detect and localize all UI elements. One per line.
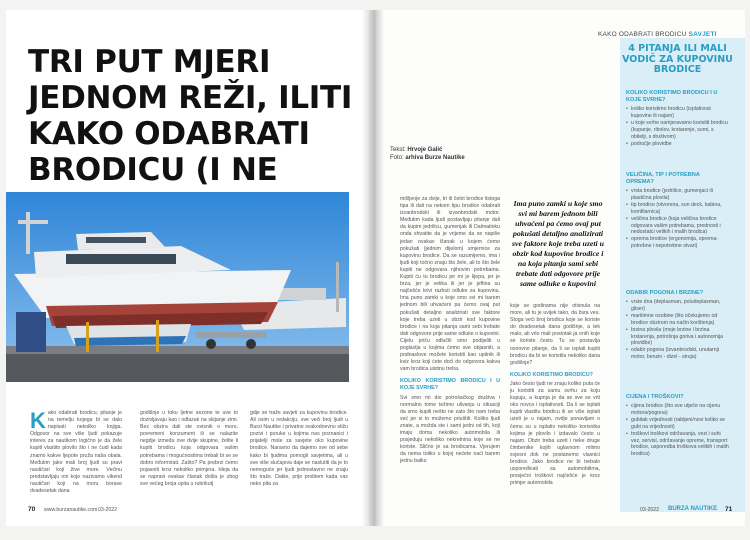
sidebar-question: ODABIR POGONA I BRZINE? [626,290,704,296]
sidebar-list-item: • troškovi troškovi održavanja, vezi i suhi vez, servisi, održavanje opreme, transport brodice, usporedba troškova velikih i malih brodica) [626,431,729,459]
sidebar-list-item: • brzina plovila (moje brzine i brzina krstarenja, potrošnja goriva i autonomija plovidbe) [626,327,729,348]
sidebar-section-2 [626,172,729,250]
sidebar-list-item: • gubitak vrijednosti (rabljeni/novi koliko se gubi na vrijednosti) [626,417,729,431]
boat-photo [6,192,349,382]
sidebar-title: 4 PITANJA ILI MALI VODIČ ZA KUPOVINU BRODICE [622,43,733,75]
boat-photo-illustration [6,192,349,382]
section-accent: SAVJETI [688,31,717,38]
subheading-usage: KOLIKO KORISTIMO BRODICU I U KOJE SVRHE? [400,378,500,392]
sidebar-list [626,106,729,147]
sidebar-list-item: • koliko koristimo brodicu (isplativost kupovine ili najam) [626,106,729,120]
sidebar-list-item: • tip brodice (otvorena, sun deck, kabina, komfilarnica) [626,202,729,216]
sidebar-question: VELIČINA, TIP I POTREBNA OPREMA? [626,172,700,185]
body-column-5 [510,303,600,487]
sidebar-section-1 [626,90,729,147]
body-column-4-para-2: Svi smo mi dio potrošačkog društva i normalno tome težimo ulivanju u situaciji da smo kupili nešto ne zato što nam treba već jer si to možemo priuštiti. Koliko ljudi znate, a možda ste i sami jedni od tih, koji imaju doma nekoliko automobila ili posjeduju nekoliko nekretnina koje se ne koriste. Slično je sa brodicama. Vjerujem da nema toliko u kojoj nećete naći barem jednu balku [400,394,500,465]
sidebar-box [620,38,745,512]
footer-url: www.burzanautike.com [44,507,98,513]
sidebar-list [626,403,729,458]
sidebar-list-item: • maritimne osobine (što očekujemo od brodice obzirom na način korištenja) [626,313,729,327]
sidebar-list-item: • u koje svrhe namjeravamo koristiti brodicu (kupanje, ribolov, krstarenje, sumi, s obitelji, s društvom) [626,120,729,141]
article-headline: TRI PUT MJERI JEDNOM REŽI, ILITI KAKO ODABRATI BRODICU (I NE [28,44,353,188]
footer-brand: BURZA NAUTIKE [668,506,718,512]
article-credits [390,146,465,162]
left-page-number: 70 [28,506,36,513]
footer-issue-left: 03-2022 [98,507,118,513]
footer-issue-right: 03-2022 [640,507,660,513]
body-column-1 [30,410,122,495]
credit-photo-source: arhiva Burze Nautike [405,155,465,161]
credit-photo-label: Foto: [390,155,404,161]
body-column-4-para-1: mišljenje za dvije, tri ili četiri brodice listoga tipa ili dali na nekom tipu brodice odabrati izvanbrodski ili izvanbrodski motor. Međutim kada ljudi postavljaju pitanje dali da kupim jedrilicu, gumenjak ili Dalmatinku onda shvatite da je vrijeme da se napiše jedan ovakav članak u kojem ćemo pokušati (jednim dijelom) smjernice za kupovinu brodice. Da se razumijemo, ima i ljudi koji točno znaju što žele, ali to što žele kupiti ne odgovara njihovim potrebama. Kupiti ću tu brodicu jer mi je lijepa, jer je brza, jer je velika ili jer je jeftina su najčešće krivi razlozi odluke za kupovinu. Ima puno zamki u koje smo svi mi barem jednom bili uhvaćeni pa ćemo ovaj put pokušati detaljno analizirati sve faktore koje treba uzeti u obzir kod kupovine brodice i na koja pitanja sami sebi trebate dati odgovore prije same odluke o kupovini. Cijelu priču odlučili smo podijeliti u poglavlja u kojima ćemo sve objasniti, a podnaslove možete koristiti kao upitnik ili kviz kroz koji ćete doći do odgovora kakva vam brodica uistinu treba. [400,196,500,373]
subheading-frequency: KOLIKO KORISTIMO BRODICU? [510,371,593,378]
credit-text-label: Tekst: [390,147,406,153]
sidebar-list-item: • odabir pogona (izvanbrodski, unutarnji motor, benzin - dizel - struja) [626,347,729,361]
right-page-number: 71 [725,506,733,513]
sidebar-list-item: • cijena brodice (što sve utječe na cijenu motora/pogona) [626,403,729,417]
body-column-5-para-1: koje se godinama nije otisnula na more, ali tu je uvijek tako, da žara veu. Stoga veći broj brodica koje se koriste do dvadesetak dana godišnje, a tek malo, ali vrlo mali postotak ja onih koje se koriste često. Tu se postavlja osnovno pitanje, da li se isplati kupiti brodicu da bi se koristila nekoliko dana godišnje? [510,303,600,366]
sidebar-list-item: • veličina brodice (koja veličina brodice odgovara vašim potrebama, prednosti i nedostatci velikih i malih brodica) [626,216,729,237]
sidebar-section-3 [626,290,729,361]
body-column-1-text: ako odabrati brodicu, pitanje je na temelju kojega bi se dalo napisati nekoliko knjiga. Odgovor na sve više ljudi pokazuje interes za nautikom logično je da žele kupiti vlastito plovilo što i ne čudi kada znamo kakve ljepote pruža naša obala. Međutim jako mali broj ljudi su pravi nautičari koji žive more. Većinu predstavljaju oni koje nazivamo vikend nautičari koji na moru borave dvadesetak dana [30,410,122,495]
section-header [598,31,717,38]
section-label: KAKO ODABRATI BRODICU [598,31,687,38]
sidebar-list [626,188,729,250]
body-column-4 [400,196,500,465]
body-column-3: gdje se traže savjeti za kupovinu brodice. Ali osim u redakciju, sve veći broj ljudi u Burzi Nautike i privatno svakodnevno stižu pozivi i poruke u kojima nas poznanici i prijatelji mole za savjete oko kupovine brodice. Naravno da dajemo sve od sebe kako bi ljudima pomogli savjetima, ali u sve više slučajeva daje se naslutiti da je to nemoguće jer ljudi jednostavno ne znaju što traže. Dakle, prije problem kada vas neko pita za [250,410,348,487]
sidebar-list-item: • vrste dna (deplasman, poludeplasman, gliser) [626,299,729,313]
sidebar-list-item: • vrsta brodice (jedrilice, gumenjaci ili plastična plovila) [626,188,729,202]
pull-quote: Ima puno zamki u koje smo svi mi barem jednom bili uhvaćeni pa ćemo ovaj put pokušati detaljno analizirati sve faktore koje treba uzeti u obzir kod kupovine brodice i na koja pitanja sami sebi trebate dati odgovore prije same odluke o kupovini [511,199,605,288]
sidebar-section-4 [626,394,729,458]
sidebar-question: CIJENA I TROŠKOVI? [626,394,684,400]
sidebar-list-item: • područje plovidbe [626,141,729,148]
credit-text-author: Hrvoje Galić [407,147,443,153]
body-column-2: godišnje u toku ljetne sezone te uve to dozivljavaju kao i odlazak na skijanje zimi. Bez obzira dali ste ovisnik o moru, povremeni konzument ili se nalazite negdje između ove dvije skupine, želite li kupiti brodicu koja odgovara vašim potrebama i mogućnostima trebali bi se se dobro informirati. Zašto? Pa prebrzi ćemo pojasniti kroz nekoliko primjera. Ideja da se napravi ovakav članak došla je zbog sve većeg broja upita u rubrikutj [140,410,238,487]
page-gutter [362,10,384,526]
sidebar-question: KOLIKO KORISTIMO BRODICU I U KOJE SVRHE? [626,90,718,103]
drop-cap: K [30,408,46,433]
sidebar-list-item: • oprema brodice (ergonomija, oprema-potrebne i nepotrebne stvari) [626,236,729,250]
body-column-5-para-2: Jako često ljudi ne znaju koliko puta će ju koristiti za samu svrhu za koju kupuju, a kupnja je da se sve se vrti oko novca i isplativosti. Da li se isplati kupiti vlastitu brodicu ili se više isplati uzeti je u najam, ovdje ponavljam o čemu su u isplativ nekoliko korisnika kojima je plovilo i izdavalo često u najam. Obzir treba uzeti i neke druge čimbenike kojih uglavnom mlimo svjesni dok ne postanemo vlasnici brodice. Jako brodice ne bi trebalo uspoređivati sa automobilima, prosječni troškovi najčešće je kroz primjer automobila [510,380,600,487]
sidebar-list [626,299,729,361]
